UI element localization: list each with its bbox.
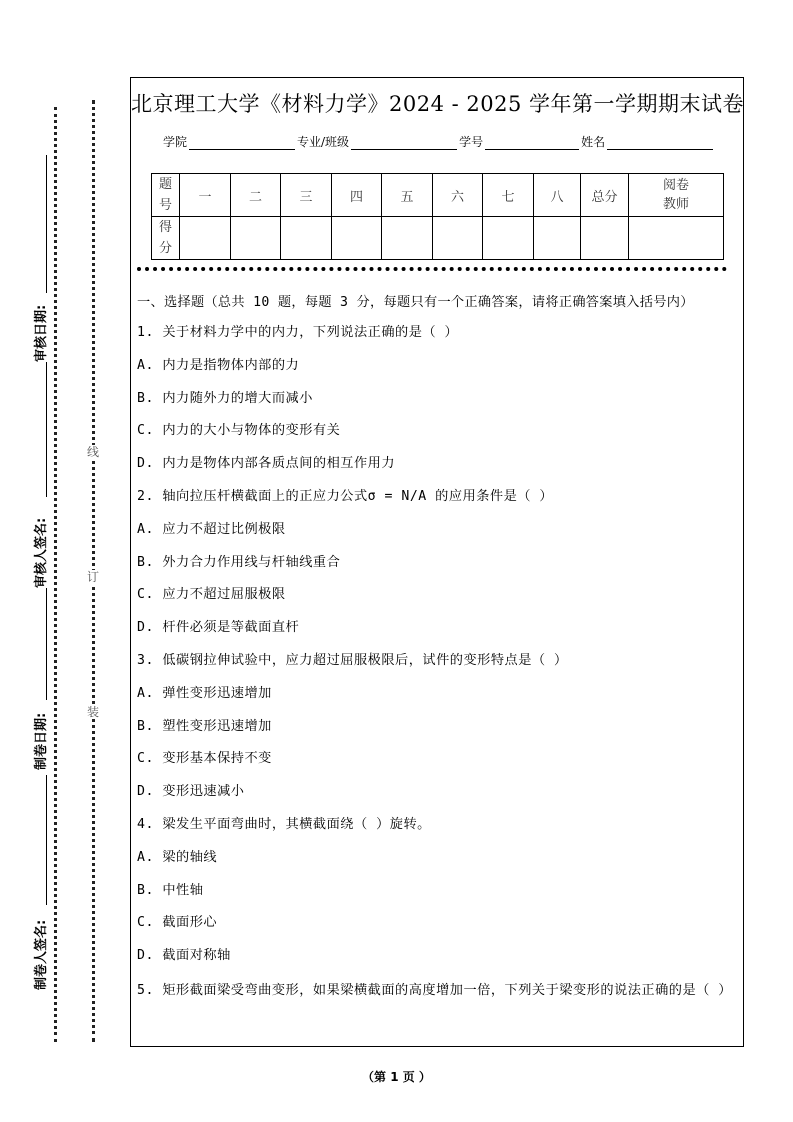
major-class-label: 专业/班级	[297, 135, 350, 149]
exam-content	[137, 291, 737, 1002]
cut-mark-install: 装	[86, 705, 99, 719]
score-cell-5[interactable]	[382, 217, 433, 260]
exam-date-line-upper[interactable]	[46, 588, 47, 700]
score-cell-3[interactable]	[281, 217, 332, 260]
exam-date-label: 制卷日期:	[34, 712, 49, 770]
score-cell-7[interactable]	[483, 217, 534, 260]
col-header-total: 总分	[581, 174, 629, 217]
review-date-line[interactable]	[46, 155, 47, 293]
col-header-2: 二	[231, 174, 281, 217]
score-row	[152, 217, 724, 260]
col-header-7: 七	[483, 174, 534, 217]
cut-mark-line: 线	[86, 445, 99, 459]
option-b: B. 外力合力作用线与杆轴线重合	[137, 554, 341, 570]
college-field[interactable]	[189, 137, 295, 150]
reviewer-signature-line[interactable]	[46, 362, 47, 497]
score-cell-6[interactable]	[433, 217, 483, 260]
option-b: B. 中性轴	[137, 882, 204, 898]
binding-margin	[0, 0, 130, 1122]
binding-dotted-line-outer	[54, 107, 57, 1042]
option-a: A. 梁的轴线	[137, 849, 218, 865]
reviewer-header-line1: 阅卷	[662, 178, 689, 193]
option-a: A. 应力不超过比例极限	[137, 521, 286, 537]
question-number-header-text: 题号	[158, 177, 172, 213]
dotted-separator	[137, 267, 727, 271]
question-stem: 2. 轴向拉压杆横截面上的正应力公式σ = N/A 的应用条件是（ ）	[137, 488, 554, 504]
student-id-field[interactable]	[485, 137, 579, 150]
col-header-1: 一	[180, 174, 231, 217]
score-cell-8[interactable]	[534, 217, 581, 260]
exam-title: 北京理工大学《材料力学》2024 - 2025 学年第一学期期末试卷	[131, 92, 745, 116]
option-d: D. 变形迅速减小	[137, 784, 245, 800]
score-cell-1[interactable]	[180, 217, 231, 260]
exam-maker-signature-line[interactable]	[46, 775, 47, 905]
exam-maker-signature-label: 制卷人签名:	[34, 919, 49, 990]
major-class-field[interactable]	[351, 137, 457, 150]
option-c: C. 内力的大小与物体的变形有关	[137, 423, 341, 439]
option-c: C. 应力不超过屈服极限	[137, 587, 286, 603]
score-cell-4[interactable]	[332, 217, 382, 260]
score-cell-2[interactable]	[231, 217, 281, 260]
col-header-5: 五	[382, 174, 433, 217]
score-row-header	[152, 217, 180, 260]
student-info-row	[163, 133, 715, 150]
option-b: B. 塑性变形迅速增加	[137, 718, 272, 734]
option-a: A. 内力是指物体内部的力	[137, 357, 300, 373]
option-d: D. 杆件必须是等截面直杆	[137, 620, 300, 636]
col-header-8: 八	[534, 174, 581, 217]
student-id-label: 学号	[459, 135, 484, 149]
section-heading: 一、选择题（总共 10 题，每题 3 分，每题只有一个正确答案，请将正确答案填入括号内）	[137, 295, 694, 310]
option-d: D. 内力是物体内部各质点间的相互作用力	[137, 456, 396, 472]
option-d: D. 截面对称轴	[137, 948, 231, 964]
exam-page-frame	[130, 77, 744, 1047]
option-b: B. 内力随外力的增大而减小	[137, 390, 313, 406]
question-stem: 5. 矩形截面梁受弯曲变形，如果梁横截面的高度增加一倍，下列关于梁变形的说法正确的是（ ）	[137, 982, 732, 998]
question-number-header	[152, 174, 180, 217]
reviewer-signature-label: 审核人签名:	[34, 517, 49, 588]
option-c: C. 变形基本保持不变	[137, 751, 272, 767]
name-label: 姓名	[581, 135, 606, 149]
score-table-header-row	[152, 174, 724, 217]
page-number: （第 1 页 ）	[362, 1070, 431, 1084]
col-header-3: 三	[281, 174, 332, 217]
question-stem: 4. 梁发生平面弯曲时，其横截面绕（ ）旋转。	[137, 816, 431, 832]
col-header-6: 六	[433, 174, 483, 217]
option-c: C. 截面形心	[137, 915, 218, 931]
college-label: 学院	[163, 135, 188, 149]
question-stem: 3. 低碳钢拉伸试验中，应力超过屈服极限后，试件的变形特点是（ ）	[137, 652, 568, 668]
score-cell-reviewer[interactable]	[629, 217, 724, 260]
option-a: A. 弹性变形迅速增加	[137, 685, 272, 701]
reviewer-header-line2: 教师	[662, 197, 689, 212]
name-field[interactable]	[607, 137, 713, 150]
score-row-header-text: 得分	[158, 220, 172, 256]
col-header-reviewer	[629, 174, 724, 217]
score-table	[151, 173, 724, 260]
col-header-4: 四	[332, 174, 382, 217]
question-stem: 1. 关于材料力学中的内力，下列说法正确的是（ ）	[137, 325, 459, 340]
score-cell-total[interactable]	[581, 217, 629, 260]
cut-mark-bind: 订	[86, 570, 99, 584]
review-date-label: 审核日期:	[34, 304, 49, 362]
